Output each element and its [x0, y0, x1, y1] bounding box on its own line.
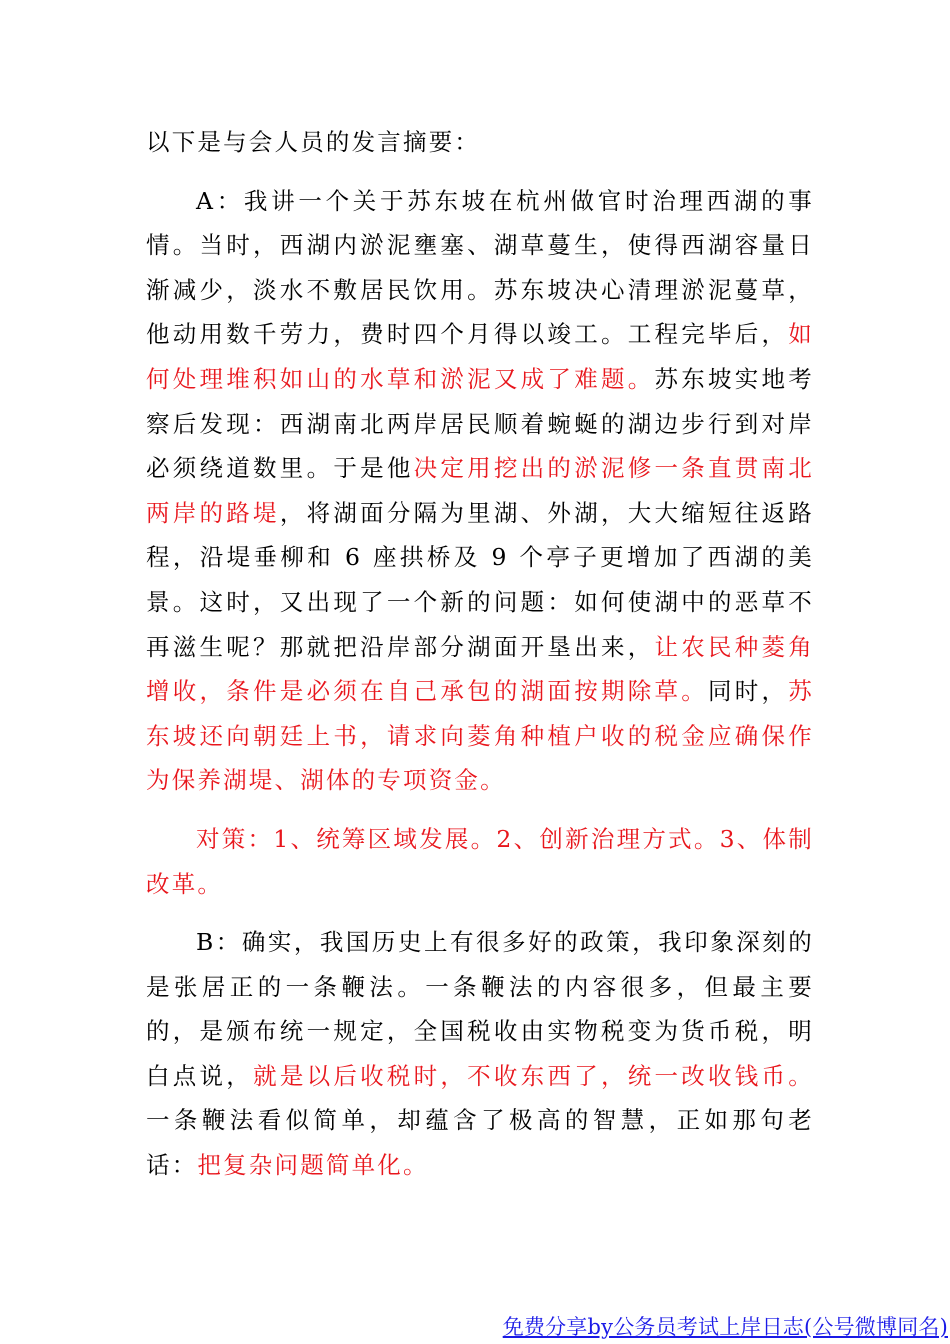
document-body	[146, 120, 814, 1188]
footer-credit[interactable]	[503, 1312, 948, 1342]
a-segment-1: A：我讲一个关于苏东坡在杭州做官时治理西湖的事情。当时，西湖内淤泥壅塞、湖草蔓生，使得西湖容量日渐减少，淡水不敷居民饮用。苏东坡决心清理淤泥蔓草，他动用数千劳力，费时四个月得以竣工。工程完毕后，	[146, 186, 814, 349]
a-highlight-2: 决定用挖出的淤泥修一条直贯南北两岸的路堤	[146, 454, 814, 527]
speaker-b-paragraph	[146, 920, 814, 1188]
intro-line: 以下是与会人员的发言摘要：	[146, 128, 481, 156]
b-segment-2: 一条鞭法看似简单，却蕴含了极高的智慧，正如那句老话：	[146, 1106, 814, 1180]
a-highlight-3: 让农民种菱角增收，条件是必须在自己承包的湖面按期除草。	[146, 632, 814, 706]
footer-link[interactable]: 免费分享by公务员考试上岸日志(公号微博同名)	[502, 1315, 948, 1339]
paragraph-gap	[146, 906, 814, 920]
b-highlight-1: 就是以后收税时，不收东西了，统一改收钱币。	[253, 1061, 814, 1090]
a-segment-2: 苏东坡实地考察后发现：西湖南北两岸居民顺着蜿蜒的湖边步行到对岸必须绕道数里。于是他	[146, 364, 814, 483]
a-highlight-1: 如何处理堆积如山的水草和淤泥又成了难题。	[146, 320, 814, 393]
a-highlight-4: 苏东坡还向朝廷上书，请求向菱角种植户收的税金应确保作为保养湖堤、湖体的专项资金。	[146, 677, 814, 795]
a-segment-3: ，将湖面分隔为里湖、外湖，大大缩短往返路程，沿堤垂柳和 6 座拱桥及 9 个亭子更增加了西湖的美景。这时，又出现了一个新的问题：如何使湖中的恶草不再滋生呢？那就把沿岸部分湖面开垦出来，	[146, 498, 814, 661]
b-segment-1: B：确实，我国历史上有很多好的政策，我印象深刻的是张居正的一条鞭法。一条鞭法的内容很多，但最主要的，是颁布统一规定，全国税收由实物税变为货币税，明白点说，	[146, 928, 814, 1090]
b-highlight-2: 把复杂问题简单化。	[197, 1151, 429, 1180]
paragraph-gap	[146, 165, 814, 179]
speaker-a-paragraph	[146, 179, 814, 803]
paragraph-gap	[146, 803, 814, 817]
a-segment-4: 同时，	[708, 677, 789, 706]
countermeasure-paragraph: 对策：1、统筹区域发展。2、创新治理方式。3、体制改革。	[146, 824, 814, 898]
